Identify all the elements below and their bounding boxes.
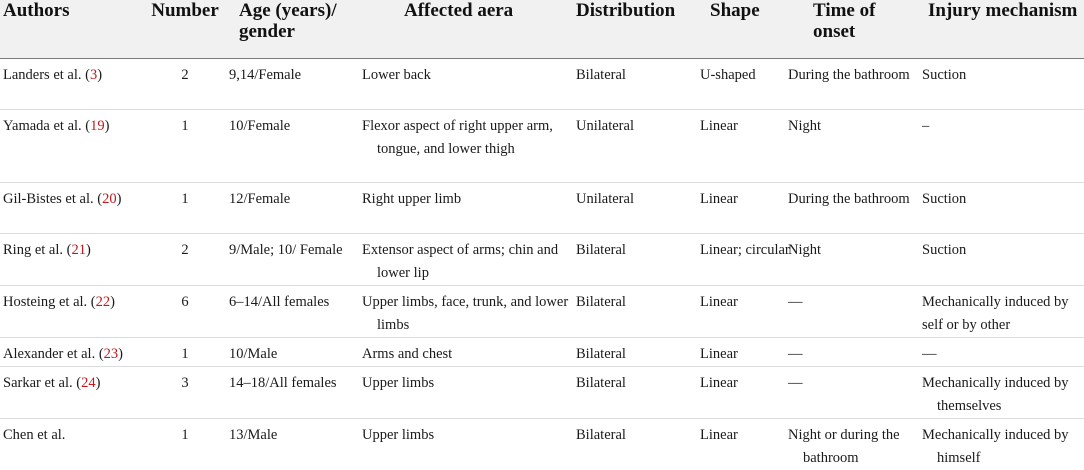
cell-distribution: Bilateral bbox=[576, 242, 626, 258]
cell-age-gender: 10/Female bbox=[229, 118, 291, 134]
cell-author: Hosteing et al. (22) bbox=[3, 294, 115, 310]
cell-injury-mechanism: – bbox=[922, 118, 930, 134]
cell-time-of-onset: — bbox=[788, 294, 803, 310]
cell-age-gender: 10/Male bbox=[229, 346, 278, 362]
cell-number: 1 bbox=[181, 427, 189, 443]
cell-injury-mechanism: Suction bbox=[922, 191, 967, 207]
cell-time-of-onset: During the bathroom bbox=[788, 191, 910, 207]
header-number: Number bbox=[151, 0, 219, 21]
table-row bbox=[0, 286, 1084, 338]
cell-injury-mechanism: Mechanically induced by themselves bbox=[922, 375, 1069, 414]
header-affected-area: Affected aera bbox=[404, 0, 514, 21]
reference-link[interactable]: 3 bbox=[89, 67, 98, 83]
cell-shape: Linear bbox=[700, 427, 738, 443]
header-time-line2: onset bbox=[813, 21, 856, 42]
header-age-line1: Age (years)/ bbox=[239, 0, 337, 21]
cell-author: Landers et al. (3) bbox=[3, 67, 103, 83]
cell-time-of-onset: Night or during the bathroom bbox=[788, 427, 900, 466]
cell-age-gender: 12/Female bbox=[229, 191, 291, 207]
reference-link[interactable]: 20 bbox=[102, 191, 117, 207]
cell-time-of-onset: Night bbox=[788, 242, 822, 258]
cell-distribution: Bilateral bbox=[576, 346, 626, 362]
table-row bbox=[0, 367, 1084, 419]
cell-author: Chen et al. bbox=[3, 427, 66, 443]
cell-time-of-onset: Night bbox=[788, 118, 822, 134]
cell-time-of-onset: During the bathroom bbox=[788, 67, 910, 83]
cell-distribution: Bilateral bbox=[576, 427, 626, 443]
reference-link[interactable]: 19 bbox=[90, 118, 105, 134]
cell-age-gender: 13/Male bbox=[229, 427, 278, 443]
cell-number: 1 bbox=[181, 191, 189, 207]
reference-link[interactable]: 23 bbox=[103, 346, 119, 362]
header-injury-mechanism: Injury mechanism bbox=[928, 0, 1078, 21]
cell-time-of-onset: — bbox=[788, 375, 803, 391]
header-shape: Shape bbox=[710, 0, 760, 21]
cell-affected-area: Lower back bbox=[362, 67, 431, 83]
cell-shape: U-shaped bbox=[700, 67, 756, 83]
table-header bbox=[0, 0, 1084, 59]
cell-injury-mechanism: — bbox=[922, 346, 937, 362]
header-time-line1: Time of bbox=[813, 0, 876, 21]
cell-number: 6 bbox=[181, 294, 189, 310]
cell-injury-mechanism: Suction bbox=[922, 242, 967, 258]
cell-number: 2 bbox=[181, 242, 189, 258]
cell-age-gender: 9,14/Female bbox=[229, 67, 302, 83]
cell-author: Yamada et al. (19) bbox=[3, 118, 110, 134]
cell-injury-mechanism: Suction bbox=[922, 67, 967, 83]
cell-shape: Linear bbox=[700, 118, 738, 134]
cell-distribution: Bilateral bbox=[576, 67, 626, 83]
cell-shape: Linear bbox=[700, 375, 738, 391]
table-row bbox=[0, 338, 1084, 367]
cell-number: 1 bbox=[181, 118, 189, 134]
cell-distribution: Unilateral bbox=[576, 118, 634, 134]
cell-number: 3 bbox=[181, 375, 189, 391]
cell-number: 2 bbox=[181, 67, 189, 83]
reference-link[interactable]: 21 bbox=[71, 242, 86, 258]
cell-age-gender: 9/Male; 10/ Female bbox=[229, 242, 343, 258]
cell-affected-area: Extensor aspect of arms; chin and lower lip bbox=[362, 242, 559, 281]
cell-author: Ring et al. (21) bbox=[3, 242, 91, 258]
reference-link[interactable]: 22 bbox=[95, 294, 111, 310]
cell-affected-area: Flexor aspect of right upper arm, tongue, and lower thigh bbox=[362, 118, 553, 157]
cell-shape: Linear; circular bbox=[700, 242, 790, 258]
table-row bbox=[0, 110, 1084, 183]
header-age-gender bbox=[239, 0, 337, 42]
cell-injury-mechanism: Mechanically induced by self or by other bbox=[922, 294, 1069, 333]
cell-age-gender: 6–14/All females bbox=[229, 294, 330, 310]
cell-author: Gil-Bistes et al. (20) bbox=[3, 191, 122, 207]
reference-link[interactable]: 24 bbox=[81, 375, 96, 391]
cell-distribution: Bilateral bbox=[576, 375, 626, 391]
cell-distribution: Bilateral bbox=[576, 294, 626, 310]
cell-injury-mechanism: Mechanically induced by himself bbox=[922, 427, 1069, 466]
cell-distribution: Unilateral bbox=[576, 191, 634, 207]
cell-shape: Linear bbox=[700, 346, 738, 362]
table-row bbox=[0, 234, 1084, 286]
cell-affected-area: Upper limbs bbox=[362, 427, 435, 443]
cell-age-gender: 14–18/All females bbox=[229, 375, 337, 391]
cell-author: Alexander et al. (23) bbox=[3, 346, 123, 362]
header-age-line2: gender bbox=[239, 21, 295, 42]
cell-shape: Linear bbox=[700, 191, 738, 207]
header-authors: Authors bbox=[3, 0, 70, 21]
header-time-of-onset bbox=[813, 0, 875, 42]
table-row bbox=[0, 419, 1084, 464]
cell-shape: Linear bbox=[700, 294, 738, 310]
cell-time-of-onset: — bbox=[788, 346, 803, 362]
table-row bbox=[0, 183, 1084, 234]
cell-affected-area: Arms and chest bbox=[362, 346, 453, 362]
cell-affected-area: Upper limbs bbox=[362, 375, 435, 391]
cell-affected-area: Right upper limb bbox=[362, 191, 462, 207]
header-distribution: Distribution bbox=[576, 0, 676, 21]
cell-author: Sarkar et al. (24) bbox=[3, 375, 101, 391]
cell-number: 1 bbox=[181, 346, 189, 362]
table-row bbox=[0, 59, 1084, 110]
cell-affected-area: Upper limbs, face, trunk, and lower limbs bbox=[362, 294, 569, 333]
